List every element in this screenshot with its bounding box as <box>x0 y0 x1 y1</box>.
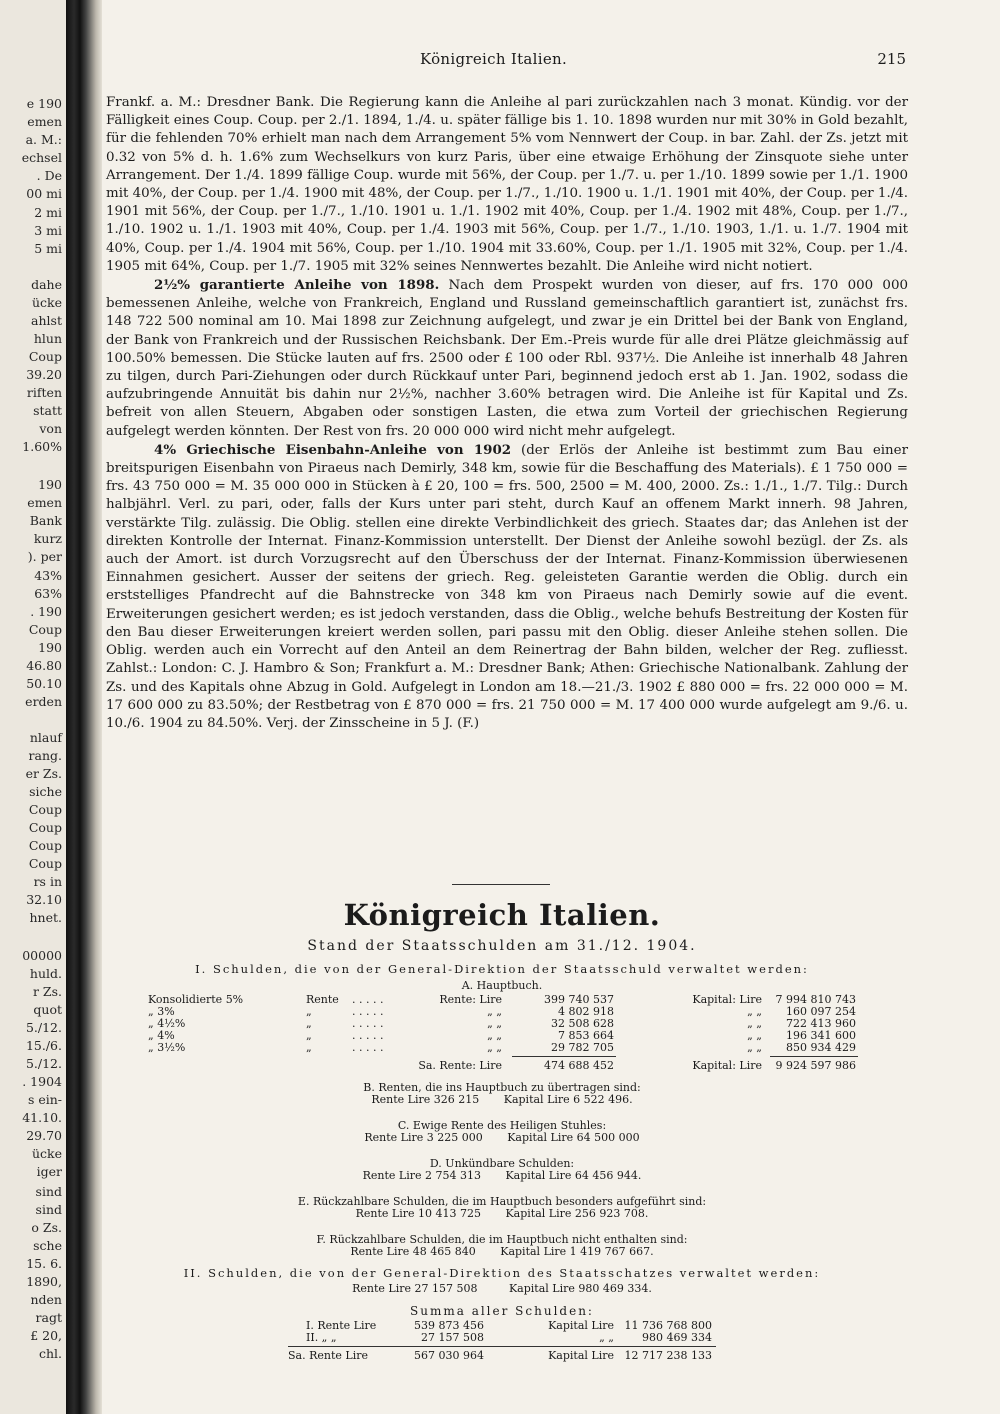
block-d <box>102 1158 902 1182</box>
adjacent-page-text: 15./6. <box>25 1038 62 1053</box>
table-cell-rente-value: 399 740 537 <box>544 993 614 1006</box>
summary-total-rente: 567 030 964 <box>414 1349 484 1362</box>
adjacent-page-text: nden <box>30 1292 62 1307</box>
adjacent-page-text: 1.60% <box>22 439 62 454</box>
adjacent-page-text: 2 mi <box>34 205 62 220</box>
adjacent-page-text: ragt <box>35 1310 62 1325</box>
adjacent-page-text: 32.10 <box>26 892 62 907</box>
adjacent-page-text: Coup <box>28 856 62 871</box>
adjacent-page-text: Coup <box>28 349 62 364</box>
adjacent-page-text: 5./12. <box>25 1020 62 1035</box>
block-b <box>102 1082 902 1106</box>
summary-total-label: Sa. Rente Lire <box>288 1349 368 1362</box>
book-gutter <box>66 0 102 1414</box>
adjacent-page-text: o Zs. <box>31 1220 62 1235</box>
adjacent-page-text: 41.10. <box>22 1110 62 1125</box>
running-title: Königreich Italien. <box>420 50 568 68</box>
table-cell-kapital-value: 196 341 600 <box>786 1029 856 1042</box>
adjacent-page-text: 1890, <box>26 1274 62 1289</box>
block-d-values <box>102 1170 902 1182</box>
summary-cell-kapital-label: „ „ <box>599 1331 614 1344</box>
adjacent-page-text: s ein- <box>27 1092 62 1107</box>
block-e-rente: Rente Lire 10 413 725 <box>355 1206 481 1220</box>
adjacent-page-text: 3 mi <box>34 223 62 238</box>
table-cell-rente-word: Rente <box>306 993 339 1006</box>
summary-cell-kapital: 980 469 334 <box>642 1331 712 1344</box>
table-cell-kapital-label: Kapital: Lire <box>692 993 762 1006</box>
adjacent-page-text: rang. <box>28 748 62 763</box>
block-f-values <box>102 1246 902 1258</box>
table-cell-dots: . . . . . <box>352 1017 384 1030</box>
paragraph-text: Nach dem Prospekt wurden von dieser, auf frs. 170 000 000 bemessenen Anleihe, welche von Frankreich, England und Russland gemeinschaftlich garantiert ist, zunächst frs. 148 722 500 nominal am 10. Mai 1898 zur Zeichnung aufgelegt, und zwar je ein Drittel bei der Bank von England, der Bank von Frankreich und der Russischen Reichsbank. Der Em.-Preis wurde für alle drei Plätze gleichmässig auf 100.50% bemessen. Die Stücke lauten auf frs. 2500 oder £ 100 oder Rbl. 937½. Die Anleihe ist innerhalb 48 Jahren zu tilgen, durch Pari-Ziehungen oder durch Rückkauf unter Pari, beginnend jedoch erst ab 1. Jan. 1902, sodass die aufzubringende Annuität bis dahin nur 2½%, nachher 3.60% betragen wird. Die Anleihe ist für Kapital und Zs. befreit von allen Steuern, Abgaben oder sonstigen Lasten, die etwa zum Vorteil der griechischen Regierung aufgelegt werden könnten. Der Rest von frs. 20 000 000 wird nicht mehr aufgelegt. <box>106 278 908 439</box>
block-c-values <box>102 1132 902 1144</box>
adjacent-page-text: Coup <box>28 622 62 637</box>
table-cell-rente-word: „ <box>306 1017 312 1030</box>
table-cell-kapital-value: 7 994 810 743 <box>775 993 856 1006</box>
adjacent-page-text: 00 mi <box>26 186 62 201</box>
paragraph-heading: 2½% garantierte Anleihe von 1898. <box>154 277 440 294</box>
adjacent-page-text: von <box>39 421 62 436</box>
table-cell-kapital-label: „ „ <box>747 1041 762 1054</box>
block-e <box>102 1196 902 1220</box>
summary-total-kapital-label: Kapital Lire <box>548 1349 614 1362</box>
adjacent-page-fragment <box>0 0 66 1414</box>
adjacent-page-text: kurz <box>33 531 62 546</box>
adjacent-page-text: ücke <box>31 295 62 310</box>
adjacent-page-text: statt <box>33 403 62 418</box>
adjacent-page-text: . De <box>36 168 62 183</box>
adjacent-page-text: Coup <box>28 802 62 817</box>
adjacent-page-text: riften <box>26 385 62 400</box>
section-separator <box>452 884 550 885</box>
table-cell-rente-word: „ <box>306 1029 312 1042</box>
table-cell-rente-value: 32 508 628 <box>551 1017 614 1030</box>
block-b-rente: Rente Lire 326 215 <box>371 1092 480 1106</box>
block-f-rente: Rente Lire 48 465 840 <box>350 1244 476 1258</box>
adjacent-page-text: 46.80 <box>26 658 62 673</box>
table-total-kapital-value: 9 924 597 986 <box>775 1059 856 1072</box>
block-f <box>102 1234 902 1258</box>
block-f-title: F. Rückzahlbare Schulden, die im Hauptbuch nicht enthalten sind: <box>316 1233 688 1246</box>
adjacent-page-text: sind <box>35 1202 62 1217</box>
table-cell-rente-word: „ <box>306 1005 312 1018</box>
adjacent-page-text: 63% <box>34 586 62 601</box>
body-text <box>106 94 908 733</box>
block-c-title: C. Ewige Rente des Heiligen Stuhles: <box>397 1119 607 1132</box>
adjacent-page-text: chl. <box>38 1346 62 1361</box>
heading-section-i: I. Schulden, die von der General-Direktion der Staatsschuld verwaltet werden: <box>195 962 809 976</box>
table-cell-dots: . . . . . <box>352 1041 384 1054</box>
adjacent-page-text: nlauf <box>29 730 62 745</box>
table-cell-rente-label: „ „ <box>487 1041 502 1054</box>
adjacent-page-text: sind <box>35 1184 62 1199</box>
adjacent-page-text: a. M.: <box>25 132 62 147</box>
sum-rule <box>512 1056 616 1057</box>
heading-hauptbuch: A. Hauptbuch. <box>461 979 543 992</box>
table-total-rente-label: Sa. Rente: Lire <box>418 1059 502 1072</box>
adjacent-page-text: . 190 <box>30 604 62 619</box>
paragraph-eisenbahn-anleihe-1902 <box>106 441 908 733</box>
adjacent-page-text: huld. <box>29 966 62 981</box>
block-d-rente: Rente Lire 2 754 313 <box>362 1168 481 1182</box>
adjacent-page-text: 43% <box>34 568 62 583</box>
sum-rule <box>770 1056 858 1057</box>
adjacent-page-text: emen <box>27 495 62 510</box>
adjacent-page-text: Coup <box>28 838 62 853</box>
adjacent-page-text: 50.10 <box>26 676 62 691</box>
adjacent-page-text: 39.20 <box>26 367 62 382</box>
summary-cell-kapital-label: Kapital Lire <box>548 1319 614 1332</box>
adjacent-page-text: 29.70 <box>26 1128 62 1143</box>
table-cell-kapital-value: 722 413 960 <box>786 1017 856 1030</box>
adjacent-page-text: 15. 6. <box>26 1256 62 1271</box>
summary-cell-label: II. „ „ <box>306 1331 337 1344</box>
paragraph-heading: 4% Griechische Eisenbahn-Anleihe von 1902 <box>154 441 512 458</box>
table-cell-rente-label: Rente: Lire <box>439 993 502 1006</box>
page-number: 215 <box>877 50 906 68</box>
paragraph-text: (der Erlös der Anleihe ist bestimmt zum Bau einer breitspurigen Eisenbahn von Piraeus nach Demirly, 348 km, sowie für die Beschaffung des Materials). £ 1 750 000 = frs. 43 750 000 = M. 35 000 000 in Stücken à £ 20, 100 = frs. 500, 2500 = M. 400, 2000. Zs.: 1./1., 1./7. Tilg.: Durch halbjährl. Verl. zu pari, oder, falls der Kurs unter pari steht, durch Kauf an offenem Markt innerh. 98 Jahren, verstärkte Tilg. zulässig. Die Oblig. stellen eine direkte Verbindlichkeit des griech. Staates dar; das Anlehen ist der direkten Kontrolle der Internat. Finanz-Kommission unterstellt. Der Dienst der Anleihe sowohl bezügl. der Zs. als auch der Amort. ist durch Vorzugsrecht auf den Überschuss der der Internat. Finanz-Kommission überwiesenen Einnahmen gesichert. Ausser der seitens der griech. Reg. geleisteten Garantie werden die Oblig. durch ein erststelliges Pfandrecht auf die Bahnstrecke von 348 km von Piraeus nach Demirly sowie auf die event. Erweiterungen gesichert werden; es ist jedoch verstanden, dass die Oblig., welche behufs Bestreitung der Kosten für den Bau dieser Erweiterungen kreiert werden sollen, pari passu mit den Oblig. dieser Anleihe stehen sollen. Die Oblig. werden auch ein Vorrecht auf den Anteil an dem Reinertrag der Bahn bilden, welcher der Reg. zufliesst. Zahlst.: London: C. J. Hambro & Son; Frankfurt a. M.: Dresdner Bank; Athen: Griechische Nationalbank. Zahlung der Zs. und des Kapitals ohne Abzug in Gold. Aufgelegt in London am 18.—21./3. 1902 £ 880 000 = frs. 22 000 000 = M. 17 600 000 zu 83.50%; der Restbetrag von £ 870 000 = frs. 21 750 000 = M. 17 400 000 wurde aufgelegt am 9./6. u. 10./6. 1904 zu 84.50%. Verj. der Zinsscheine in 5 J. (F.) <box>106 442 909 731</box>
table-cell-rente-value: 7 853 664 <box>558 1029 614 1042</box>
summary-cell-label: I. Rente Lire <box>306 1319 377 1332</box>
adjacent-page-text: ahlst <box>31 313 62 328</box>
table-cell-kapital-value: 850 934 429 <box>786 1041 856 1054</box>
block-c-rente: Rente Lire 3 225 000 <box>364 1130 483 1144</box>
section-title: Königreich Italien. <box>343 898 661 932</box>
table-cell-rente-label: „ „ <box>487 1017 502 1030</box>
adjacent-page-text: Bank <box>29 513 62 528</box>
adjacent-page-text: £ 20, <box>30 1328 62 1343</box>
table-cell-kapital-label: „ „ <box>747 1017 762 1030</box>
block-ii-kapital: Kapital Lire 980 469 334. <box>508 1282 652 1295</box>
adjacent-page-text: r Zs. <box>32 984 62 999</box>
table-cell-dots: . . . . . <box>352 993 384 1006</box>
adjacent-page-text: hnet. <box>29 910 62 925</box>
table-cell-kapital-value: 160 097 254 <box>786 1005 856 1018</box>
block-b-kapital: Kapital Lire 6 522 496. <box>503 1092 633 1106</box>
summary-cell-rente: 27 157 508 <box>421 1331 484 1344</box>
summary-cell-rente: 539 873 456 <box>414 1319 484 1332</box>
paragraph-continuation: Frankf. a. M.: Dresdner Bank. Die Regierung kann die Anleihe al pari zurückzahlen nach 3 monat. Kündig. vor der Fälligkeit eines Coup. Coup. per 2./1. 1894, 1./4. u. später fällige bis 1. 10. 1898 wurden nur mit 30% in Gold bezahlt, für die fehlenden 70% erhielt man nach dem Arrangement 5% vom Nennwert der Coup. in bar. Zahl. der Zs. jetzt mit 0.32 von 5% d. h. 1.6% zum Wechselkurs von kurz Paris, über eine etwaige Erhöhung der Zinsquote siehe unter Arrangement. Der 1./4. 1899 fällige Coup. wurde mit 56%, der Coup. per 1./7. u. per 1./10. 1899 sowie per 1./1. 1900 mit 40%, der Coup. per 1./4. 1900 mit 48%, der Coup. per 1./7., 1./10. 1900 u. 1./1. 1901 mit 40%, der Coup. per 1./4. 1901 mit 56%, der Coup. per 1./7., 1./10. 1901 u. 1./1. 1902 mit 40%, Coup. per 1./4. 1902 mit 48%, Coup. per 1./7., 1./10. 1902 u. 1./1. 1903 mit 40%, Coup. per 1./4. 1903 mit 56%, Coup. per 1./7., 1./10. 1903, 1./1. u. 1./7. 1904 mit 40%, Coup. per 1./4. 1904 mit 56%, Coup. per 1./10. 1904 mit 33.60%, Coup. per 1./1. 1905 mit 32%, Coup. per 1./4. 1905 mit 64%, Coup. per 1./7. 1905 mit 32% seines Nennwertes bezahlt. Die Anleihe wird nicht notiert. <box>106 95 908 274</box>
adjacent-page-text: siche <box>29 784 62 799</box>
table-cell-rente-value: 29 782 705 <box>551 1041 614 1054</box>
document-page <box>102 0 1000 1414</box>
adjacent-page-text: emen <box>27 114 62 129</box>
adjacent-page-text: 190 <box>38 640 62 655</box>
block-e-values <box>102 1208 902 1220</box>
table-cell-rente-value: 4 802 918 <box>558 1005 614 1018</box>
block-e-title: E. Rückzahlbare Schulden, die im Hauptbuch besonders aufgeführt sind: <box>297 1195 707 1208</box>
table-cell-name: „ 3% <box>148 1005 175 1018</box>
paragraph-anleihe-1898 <box>106 276 908 441</box>
adjacent-page-text: hlun <box>33 331 62 346</box>
table-cell-kapital-label: „ „ <box>747 1029 762 1042</box>
block-d-title: D. Unkündbare Schulden: <box>429 1157 575 1170</box>
table-total-kapital-label: Kapital: Lire <box>692 1059 762 1072</box>
adjacent-page-text: 190 <box>38 477 62 492</box>
adjacent-page-text: ). per <box>27 549 62 564</box>
table-cell-name: „ 4% <box>148 1029 175 1042</box>
block-b-values <box>102 1094 902 1106</box>
summary-rule <box>288 1346 716 1347</box>
adjacent-page-text: sche <box>33 1238 62 1253</box>
table-cell-name: Konsolidierte 5% <box>148 993 244 1006</box>
adjacent-page-text: ücke <box>31 1146 62 1161</box>
heading-section-ii: II. Schulden, die von der General-Direktion des Staatsschatzes verwaltet werden: <box>183 1266 821 1280</box>
adjacent-page-text: e 190 <box>26 96 62 111</box>
table-cell-rente-label: „ „ <box>487 1005 502 1018</box>
table-cell-rente-word: „ <box>306 1041 312 1054</box>
block-b-title: B. Renten, die ins Hauptbuch zu übertragen sind: <box>363 1081 641 1094</box>
table-cell-dots: . . . . . <box>352 1005 384 1018</box>
table-total-rente-value: 474 688 452 <box>544 1059 614 1072</box>
summary-total-kapital: 12 717 238 133 <box>624 1349 712 1362</box>
adjacent-page-text: Coup <box>28 820 62 835</box>
adjacent-page-text: . 1904 <box>22 1074 62 1089</box>
table-cell-name: „ 3½% <box>148 1041 186 1054</box>
block-ii-values <box>102 1283 902 1295</box>
table-cell-kapital-label: „ „ <box>747 1005 762 1018</box>
summary-cell-kapital: 11 736 768 800 <box>624 1319 712 1332</box>
adjacent-page-text: 00000 <box>22 948 62 963</box>
table-cell-rente-label: „ „ <box>487 1029 502 1042</box>
adjacent-page-text: dahe <box>31 277 62 292</box>
adjacent-page-text: 5./12. <box>25 1056 62 1071</box>
block-c <box>102 1120 902 1144</box>
adjacent-page-text: erden <box>25 694 62 709</box>
section-subtitle: Stand der Staatsschulden am 31./12. 1904. <box>307 938 697 954</box>
adjacent-page-text: rs in <box>33 874 62 889</box>
block-d-kapital: Kapital Lire 64 456 944. <box>505 1168 642 1182</box>
summary-title: Summa aller Schulden: <box>410 1304 594 1318</box>
block-e-kapital: Kapital Lire 256 923 708. <box>505 1206 649 1220</box>
block-ii-rente: Rente Lire 27 157 508 <box>352 1282 478 1295</box>
block-c-kapital: Kapital Lire 64 500 000 <box>507 1130 640 1144</box>
block-f-kapital: Kapital Lire 1 419 767 667. <box>500 1244 654 1258</box>
adjacent-page-text: echsel <box>21 150 62 165</box>
adjacent-page-text: 5 mi <box>34 241 62 256</box>
table-cell-dots: . . . . . <box>352 1029 384 1042</box>
table-cell-name: „ 4½% <box>148 1017 186 1030</box>
adjacent-page-text: iger <box>36 1164 62 1179</box>
adjacent-page-text: quot <box>33 1002 62 1017</box>
adjacent-page-text: er Zs. <box>25 766 62 781</box>
